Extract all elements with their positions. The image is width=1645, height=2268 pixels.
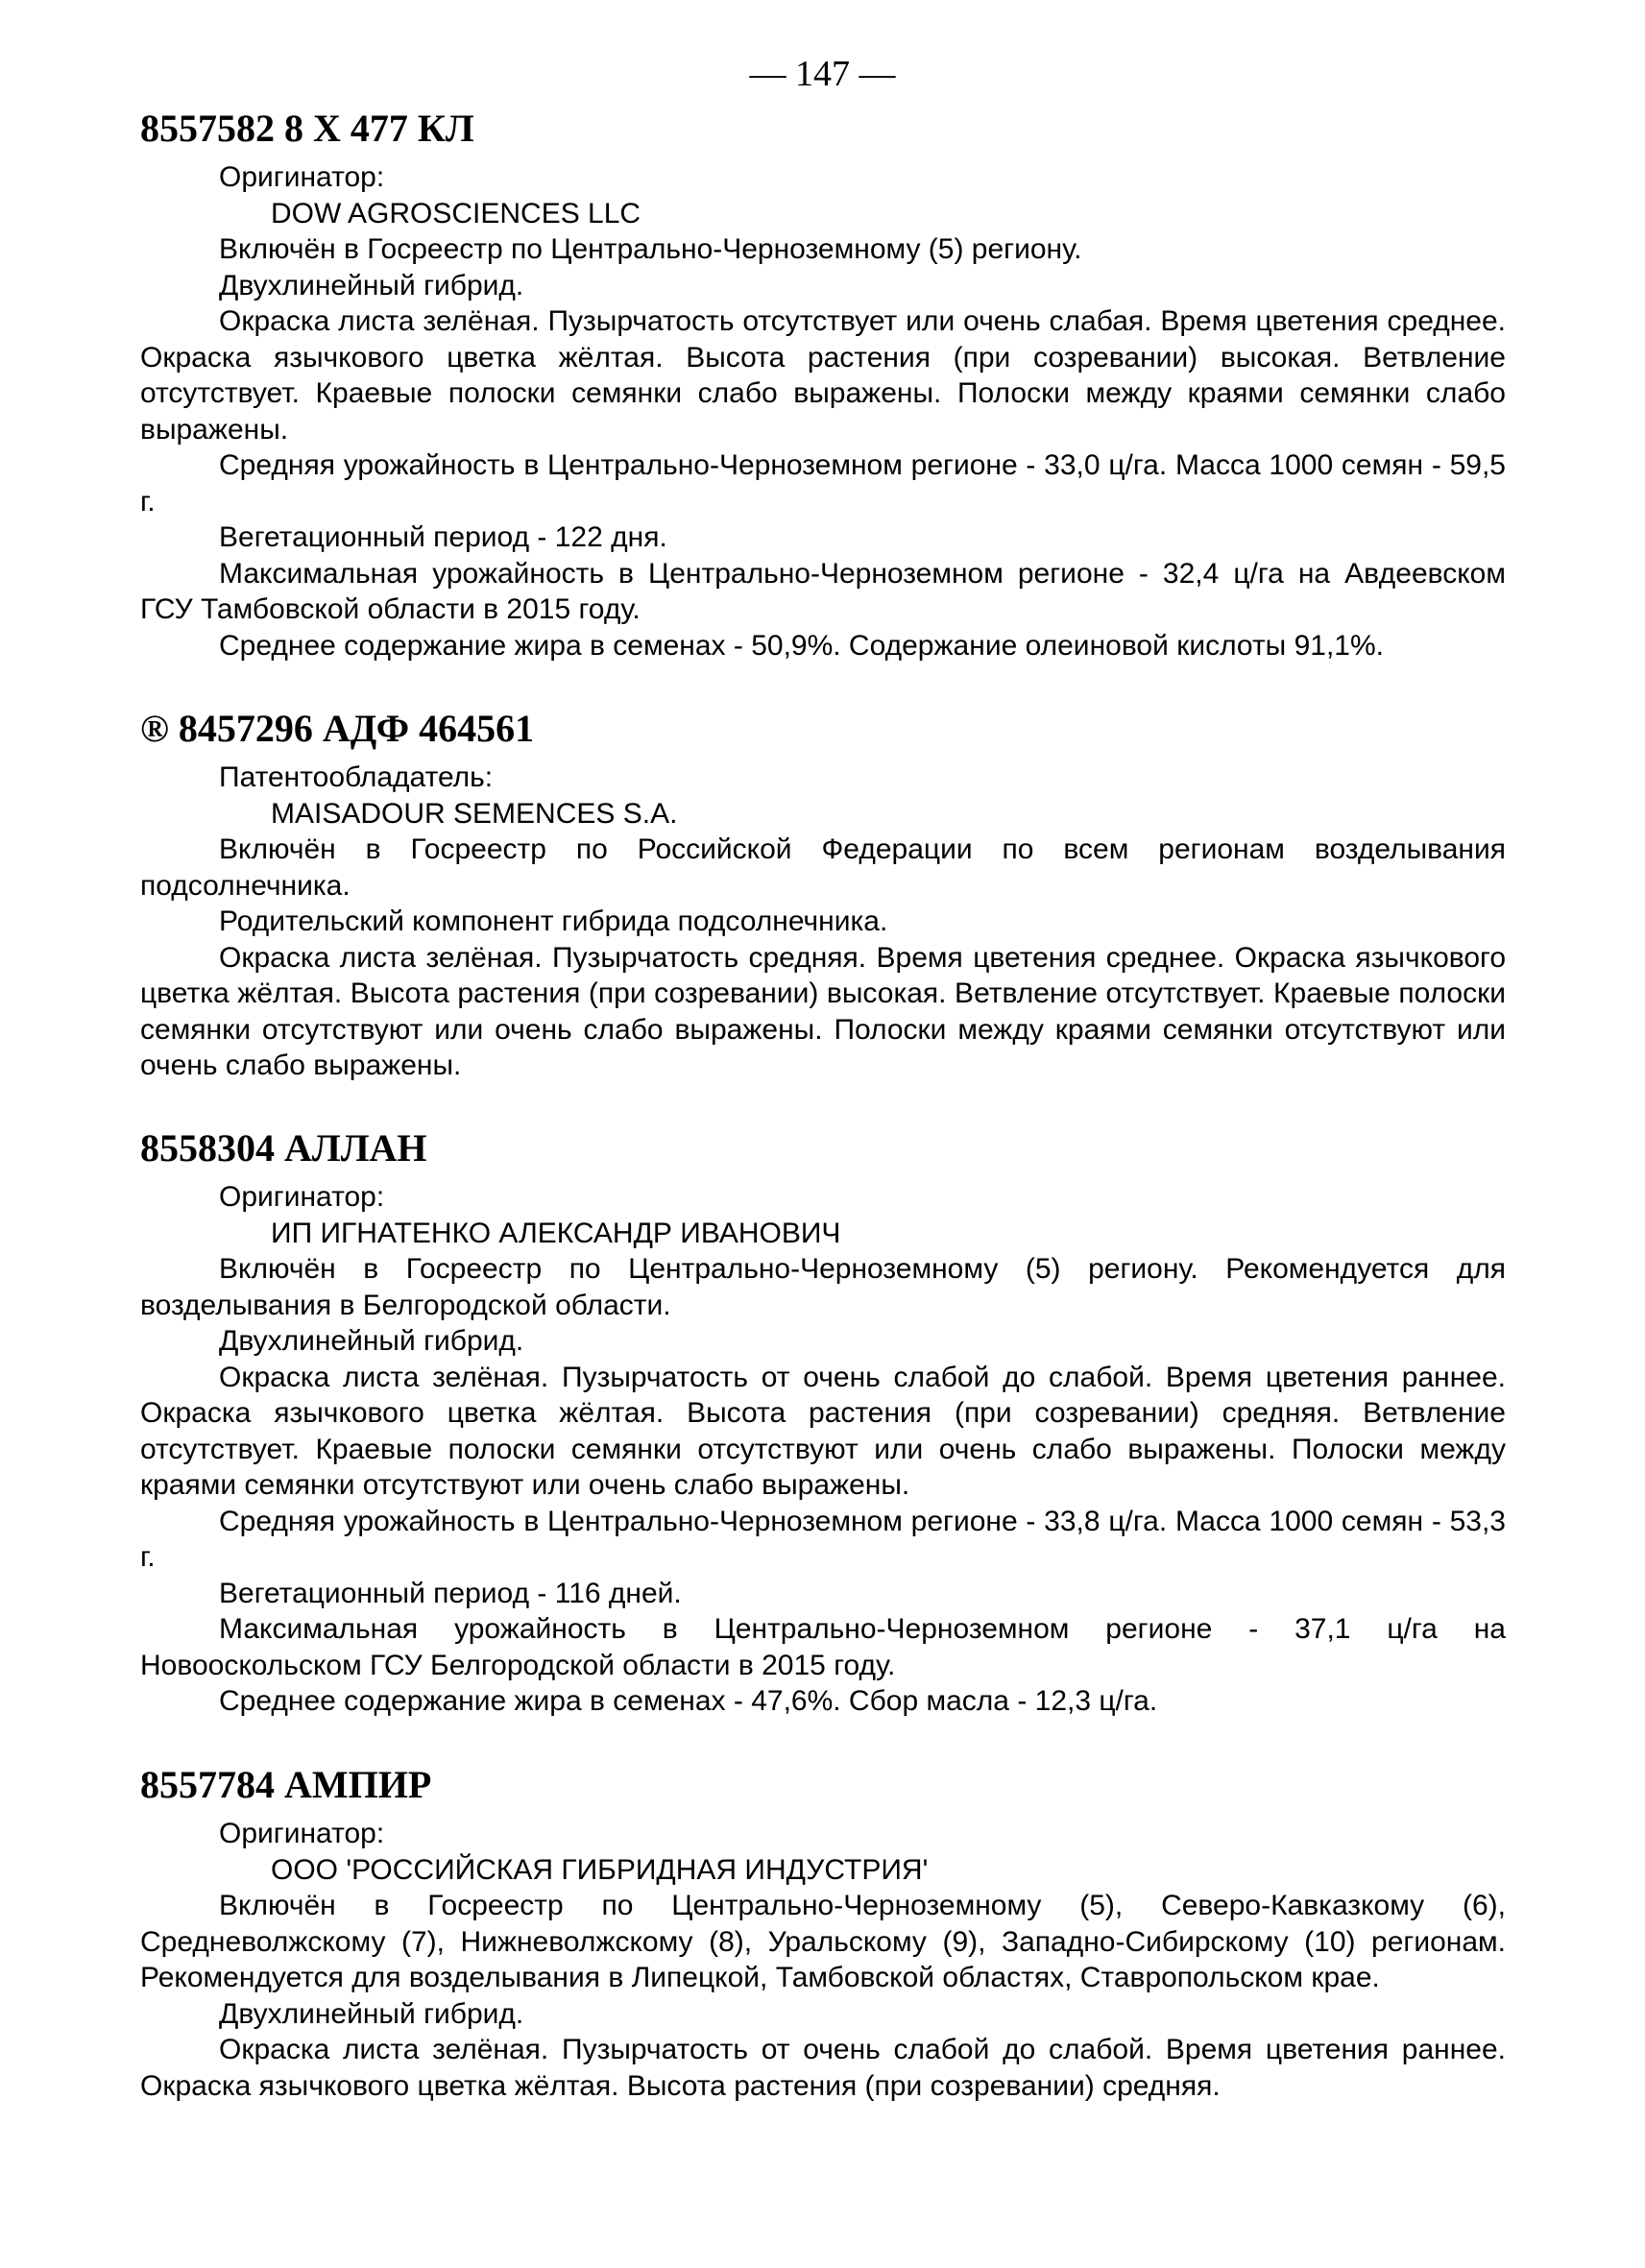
entry-paragraph: Среднее содержание жира в семенах - 47,6%. Сбор масла - 12,3 ц/га. xyxy=(219,1685,1158,1717)
entry-paragraph: Вегетационный период - 122 дня. xyxy=(219,521,667,553)
variety-entry xyxy=(140,704,1506,1084)
entry-paragraph: Средняя урожайность в Центрально-Черноземном регионе - 33,8 ц/га. Масса 1000 семян - 53,3 г. xyxy=(140,1505,1506,1573)
entry-paragraph: Окраска листа зелёная. Пузырчатость средняя. Время цветения среднее. Окраска язычкового цветка жёлтая. Высота растения (при созревании) высокая. Ветвление отсутствует. Краевые полоски семянки отсутствуют или очень слабо выражены. Полоски между краями семянки отсутствуют или очень слабо выражены. xyxy=(140,941,1506,1081)
variety-entry xyxy=(140,104,1506,664)
entry-paragraph: Средняя урожайность в Центрально-Черноземном регионе - 33,0 ц/га. Масса 1000 семян - 59,5 г. xyxy=(140,449,1506,518)
entry-paragraph: Окраска листа зелёная. Пузырчатость от очень слабой до слабой. Время цветения раннее. Окраска язычкового цветка жёлтая. Высота растения (при созревании) средняя. Ветвление отсутствует. Краевые полоски семянки отсутствуют или очень слабо выражены. Полоски между краями семянки отсутствуют или очень слабо выражены. xyxy=(140,1361,1506,1501)
entry-paragraph: Включён в Госреестр по Центрально-Черноземному (5) региону. xyxy=(219,233,1082,265)
role-label: Оригинатор: xyxy=(219,1818,385,1849)
entry-paragraph: Двухлинейный гибрид. xyxy=(219,1997,524,2030)
entry-paragraph: Включён в Госреестр по Центрально-Черноземному (5), Северо-Кавказкому (6), Средневолжскому (7), Нижневолжскому (8), Уральскому (9), Западно-Сибирскому (10) регионам. Рекомендуется для возделывания в Липецкой, Тамбовской областях, Ставропольском крае. xyxy=(140,1890,1506,1993)
entry-paragraph: Включён в Госреестр по Центрально-Черноземному (5) региону. Рекомендуется для возделывания в Белгородской области. xyxy=(140,1253,1506,1321)
entry-title: 8557582 8 X 477 КЛ xyxy=(140,107,474,150)
entry-paragraph: Среднее содержание жира в семенах - 50,9%. Содержание олеиновой кислоты 91,1%. xyxy=(219,629,1384,662)
variety-entry xyxy=(140,1760,1506,2104)
role-label: Оригинатор: xyxy=(219,161,385,193)
entry-paragraph: Максимальная урожайность в Центрально-Черноземном регионе - 32,4 ц/га на Авдеевском ГСУ Тамбовской области в 2015 году. xyxy=(140,557,1506,625)
entry-paragraph: Вегетационный период - 116 дней. xyxy=(219,1577,682,1609)
entry-paragraph: Максимальная урожайность в Центрально-Черноземном регионе - 37,1 ц/га на Новооскольском ГСУ Белгородской области в 2015 году. xyxy=(140,1613,1506,1681)
entry-paragraph: Двухлинейный гибрид. xyxy=(219,269,524,302)
organization-name: DOW AGROSCIENCES LLC xyxy=(271,197,641,229)
entry-paragraph: Двухлинейный гибрид. xyxy=(219,1325,524,1357)
entry-paragraph: Окраска листа зелёная. Пузырчатость от очень слабой до слабой. Время цветения раннее. Окраска язычкового цветка жёлтая. Высота растения (при созревании) средняя. xyxy=(140,2034,1506,2102)
organization-name: MAISADOUR SEMENCES S.A. xyxy=(271,797,678,830)
page-number: — 147 — xyxy=(749,54,896,94)
role-label: Патентообладатель: xyxy=(219,761,494,793)
role-label: Оригинатор: xyxy=(219,1181,385,1213)
variety-entry xyxy=(140,1123,1506,1720)
organization-name: ИП ИГНАТЕНКО АЛЕКСАНДР ИВАНОВИЧ xyxy=(271,1217,841,1249)
entry-paragraph: Окраска листа зелёная. Пузырчатость отсутствует или очень слабая. Время цветения среднее. Окраска язычкового цветка жёлтая. Высота растения (при созревании) высокая. Ветвление отсутствует. Краевые полоски семянки слабо выражены. Полоски между краями семянки слабо выражены. xyxy=(140,305,1506,446)
organization-name: ООО 'РОССИЙСКАЯ ГИБРИДНАЯ ИНДУСТРИЯ' xyxy=(271,1853,929,1886)
entry-paragraph: Включён в Госреестр по Российской Федерации по всем регионам возделывания подсолнечника. xyxy=(140,833,1506,902)
entry-title: 8557784 АМПИР xyxy=(140,1763,432,1806)
entry-title: 8558304 АЛЛАН xyxy=(140,1126,427,1170)
entry-paragraph: Родительский компонент гибрида подсолнечника. xyxy=(219,905,888,937)
entry-title: ® 8457296 АДФ 464561 xyxy=(140,707,535,750)
